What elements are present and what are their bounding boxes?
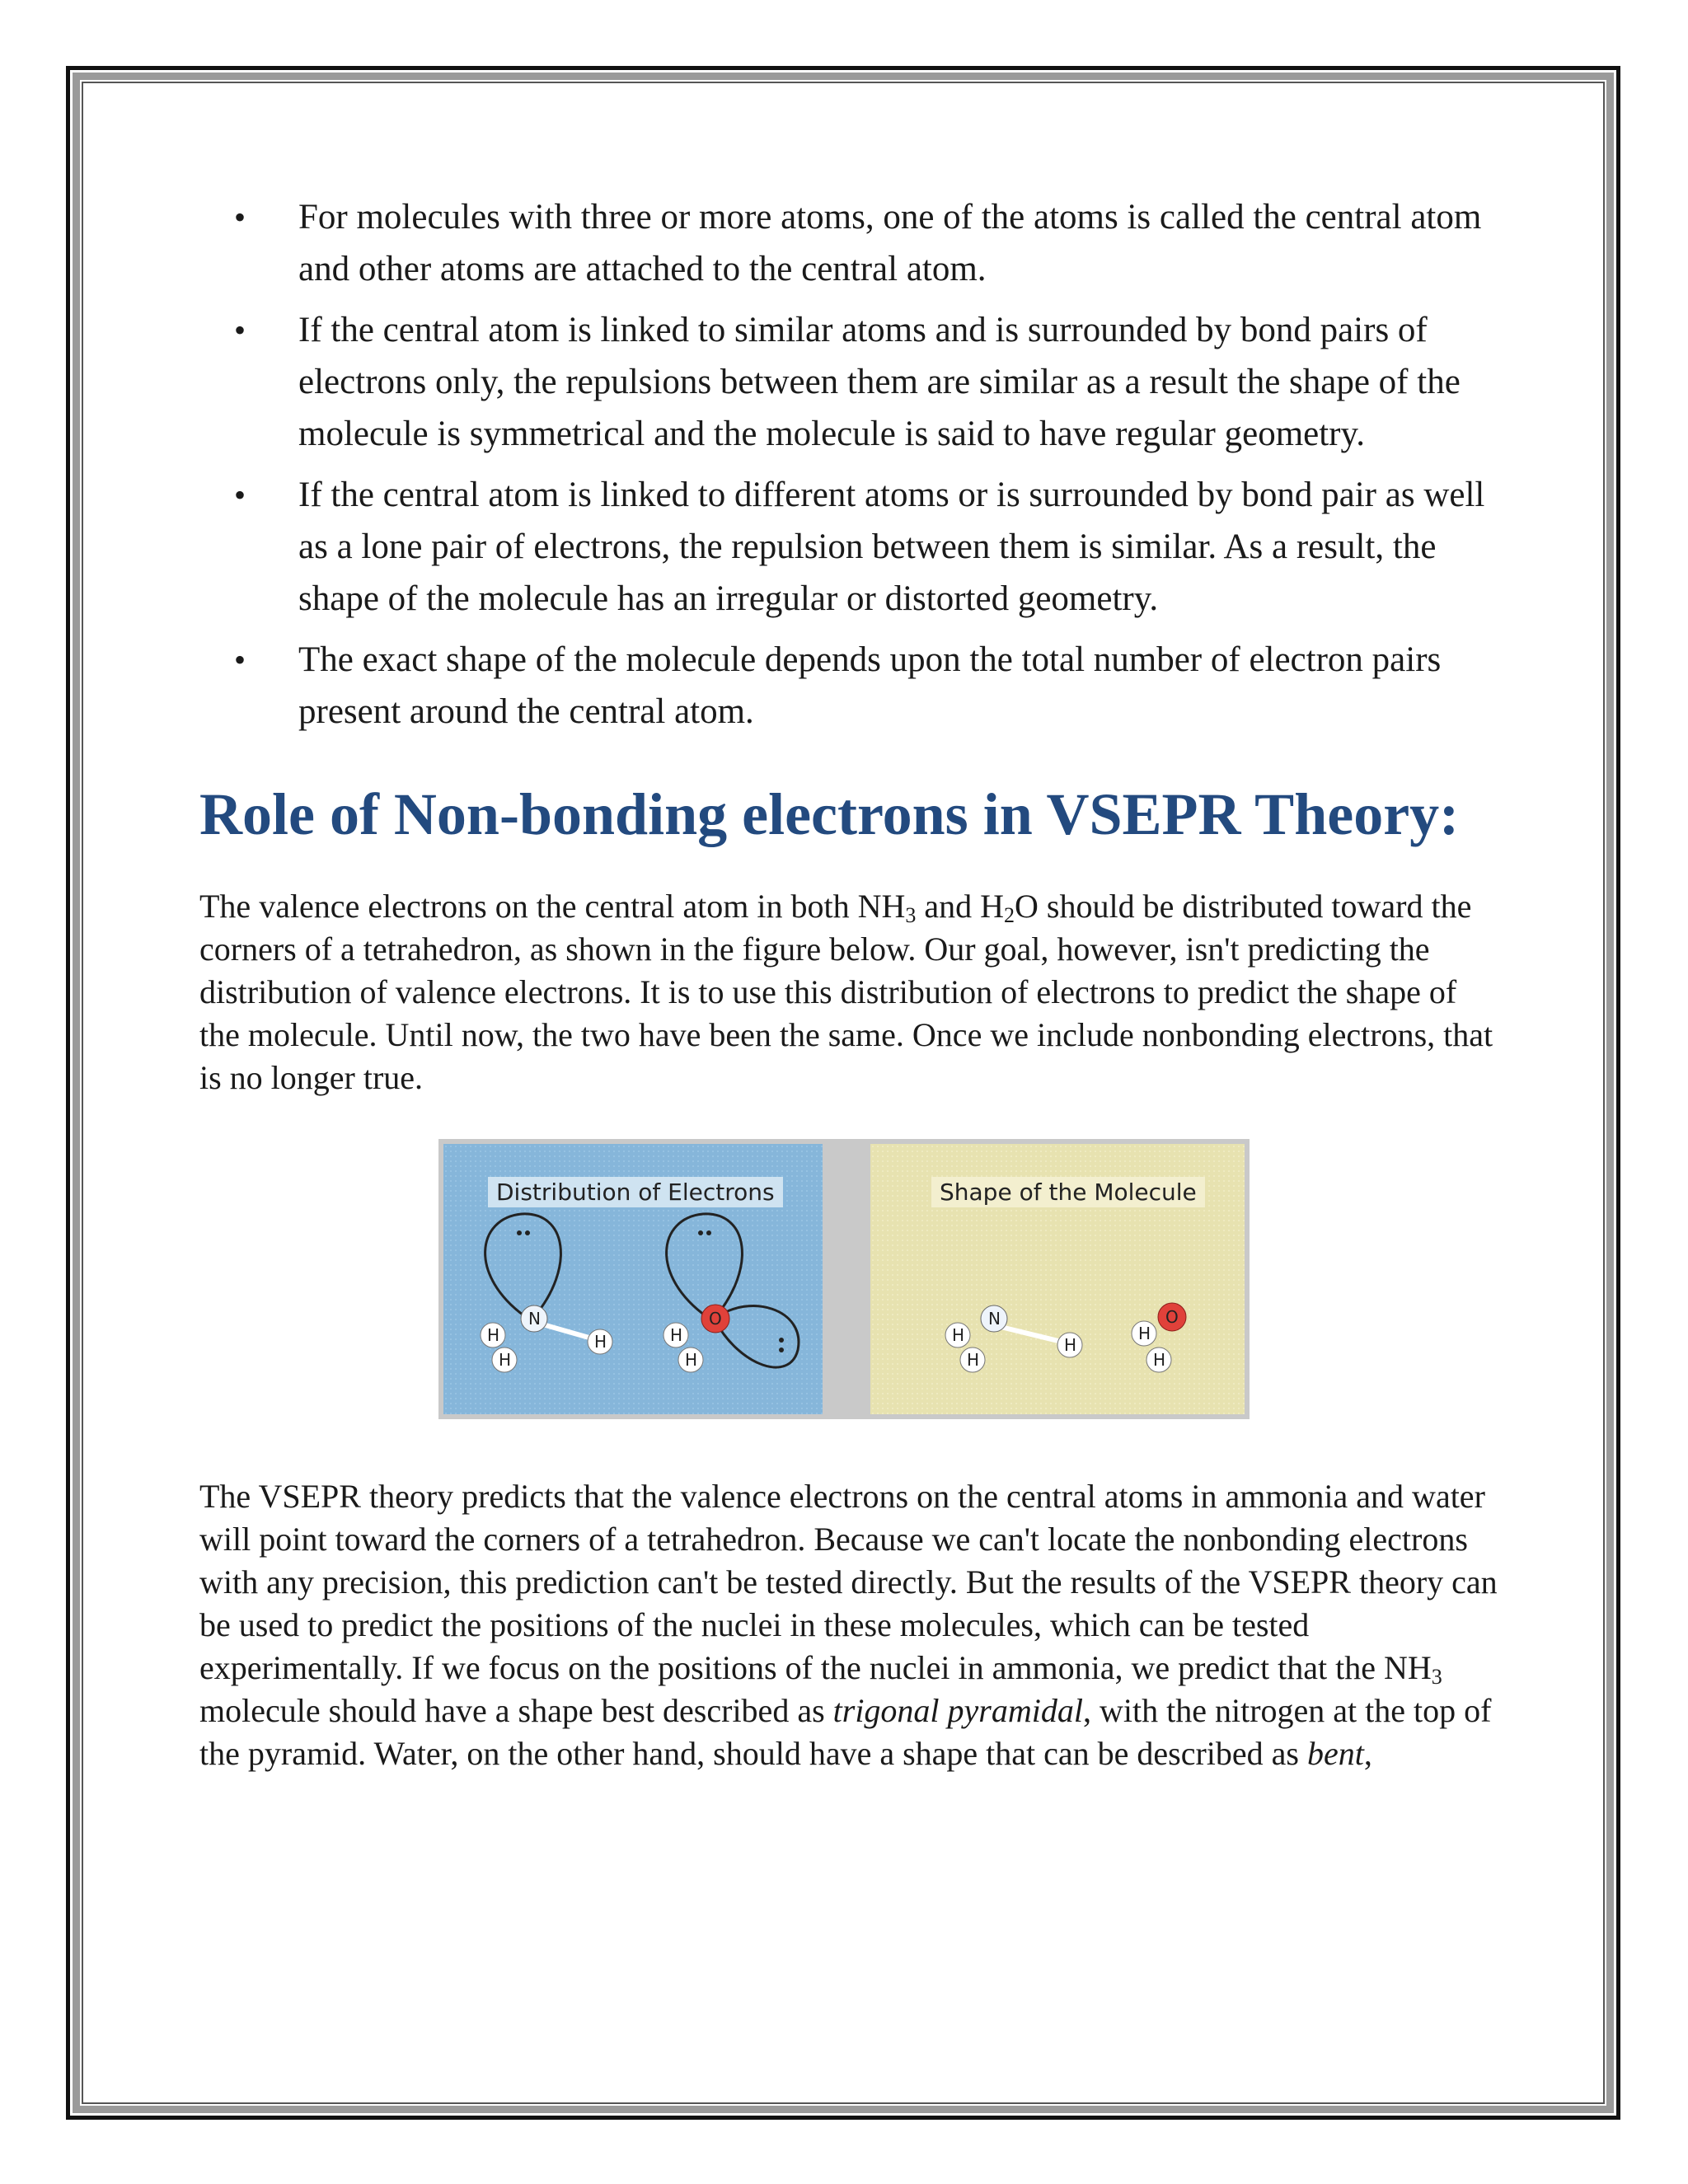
- list-item: [199, 469, 1502, 625]
- svg-text:O: O: [709, 1309, 722, 1329]
- lone-pair-dot: [517, 1230, 522, 1235]
- list-item-text: For molecules with three or more atoms, one of the atoms is called the central atom and other atoms are attached to the central atom.: [298, 198, 1482, 288]
- paragraph-distribution: The valence electrons on the central atom in both $NH_3$ and $H_2O$ should be distributed toward the corners of a tetrahedron, as shown in the figure below. Our goal, however, isn't predicting the distribution of valence electrons. It is to use this distribution of electrons to predict the shape of the molecule. Until now, the two have been the same. Once we include nonbonding electrons, that is no longer true.: [199, 888, 1493, 1096]
- svg-text:H: H: [967, 1350, 980, 1370]
- svg-text:H: H: [1153, 1350, 1166, 1370]
- list-item-text: If the central atom is linked to different atoms or is surrounded by bond pair as well as a lone pair of electrons, the repulsion between them is similar. As a result, the shape of the molecule has an irregular or distorted geometry.: [298, 476, 1485, 618]
- paragraph-vsepr-prediction: The VSEPR theory predicts that the valence electrons on the central atoms in ammonia and water will point toward the corners of a tetrahedron. Because we can't locate the nonbonding electrons with any precision, this prediction can't be tested directly. But the results of the VSEPR theory can be used to predict the positions of the nuclei in these molecules, which can be tested experimentally. If we focus on the positions of the nuclei in ammonia, we predict that the $NH_3$ molecule should have a shape best described as trigonal pyramidal, with the nitrogen at the top of the pyramid. Water, on the other hand, should have a shape that can be described as bent,: [199, 1478, 1498, 1772]
- lone-pair-lobe: [667, 1214, 743, 1317]
- molecule-shape-label: Shape of the Molecule: [931, 1177, 1205, 1207]
- molecule-shape-diagram: [870, 1144, 1245, 1414]
- list-item-text: If the central atom is linked to similar atoms and is surrounded by bond pairs of electrons only, the repulsions between them are similar as a result the shape of the molecule is symmetrical and the molecule is said to have regular geometry.: [298, 311, 1461, 453]
- svg-text:H: H: [670, 1325, 683, 1345]
- electron-distribution-diagram: [443, 1144, 823, 1414]
- bullet-icon: •: [234, 312, 246, 349]
- svg-text:H: H: [1064, 1335, 1077, 1355]
- list-item-text: The exact shape of the molecule depends upon the total number of electron pairs present around the central atom.: [298, 640, 1442, 731]
- section-heading: Role of Non-bonding electrons in VSEPR Theory:: [199, 781, 1460, 847]
- svg-text:H: H: [685, 1350, 698, 1370]
- list-item: [199, 634, 1502, 738]
- bullet-icon: •: [234, 199, 246, 236]
- electron-distribution-label: Distribution of Electrons: [488, 1177, 783, 1207]
- svg-text:H: H: [487, 1325, 500, 1345]
- bullet-list: [199, 191, 1502, 738]
- molecule-shape-panel: [870, 1144, 1245, 1414]
- svg-text:H: H: [952, 1325, 965, 1345]
- vsepr-figure: [438, 1139, 1250, 1419]
- svg-text:N: N: [988, 1309, 1001, 1329]
- lone-pair-dot: [706, 1230, 711, 1235]
- bullet-icon: •: [234, 476, 246, 513]
- lone-pair-lobe: [485, 1214, 561, 1317]
- svg-text:O: O: [1165, 1307, 1179, 1327]
- electron-distribution-panel: [443, 1144, 823, 1414]
- lone-pair-dot: [525, 1230, 530, 1235]
- svg-text:H: H: [499, 1350, 512, 1370]
- page-content: [199, 191, 1502, 1775]
- list-item: [199, 304, 1502, 460]
- svg-text:H: H: [594, 1332, 607, 1352]
- lone-pair-dot: [779, 1338, 784, 1343]
- svg-text:H: H: [1138, 1324, 1151, 1343]
- lone-pair-dot: [698, 1230, 703, 1235]
- bond-line: [994, 1325, 1062, 1342]
- lone-pair-dot: [779, 1347, 784, 1352]
- bullet-icon: •: [234, 641, 246, 678]
- svg-text:N: N: [528, 1309, 541, 1329]
- list-item: [199, 191, 1502, 295]
